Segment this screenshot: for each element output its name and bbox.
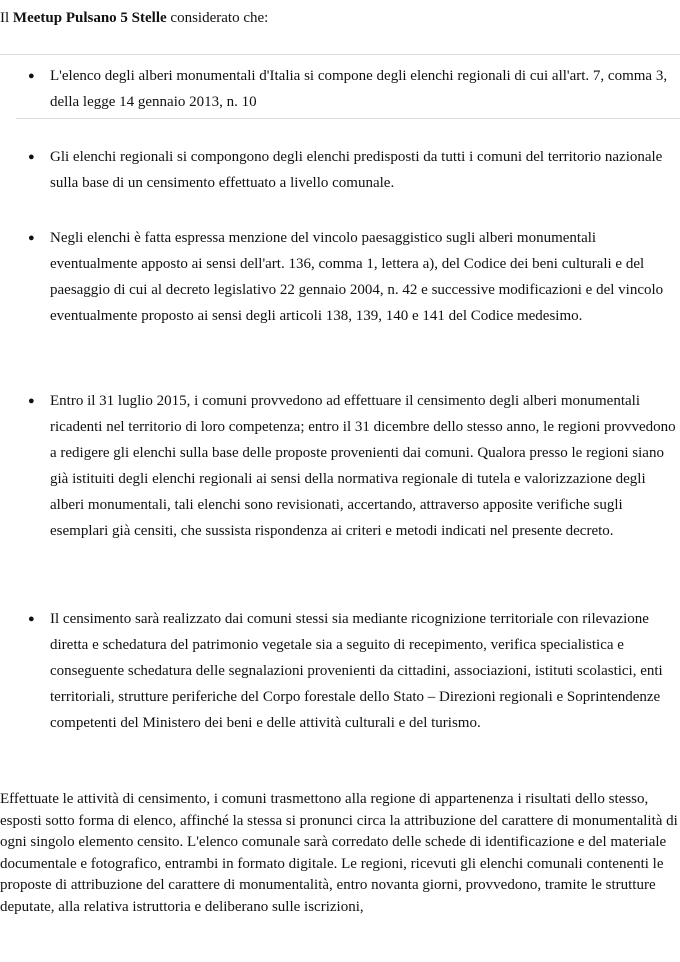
bullet-icon: ● — [28, 70, 35, 82]
list-item-text: Entro il 31 luglio 2015, i comuni provvedono ad effettuare il censimento degli alberi monumentali ricadenti nel territorio di loro competenza; entro il 31 dicembre dello stesso anno, le regioni provvedono a redigere gli elenchi sulla base delle proposte provenienti dai comuni. Qualora presso le regioni siano già istituiti degli elenchi regionali ai sensi della normativa regionale di tutela e valorizzazione degli alberi monumentali, tali elenchi sono revisionati, accertando, attraverso apposite verifiche sugli esemplari già censiti, che sussista rispondenza ai criteri e metodi indicati nel presente decreto. — [50, 393, 676, 539]
closing-paragraph: Effettuate le attività di censimento, i comuni trasmettono alla regione di appartenenza i risultati dello stesso, esposti sotto forma di elenco, affinché la stessa si pronunci circa la attribuzione del carattere di monumentalità di ogni singolo elemento censito. L'elenco comunale sarà corredato delle schede di identificazione e del materiale documentale e fotografico, entrambi in formato digitale. Le regioni, ricevuti gli elenchi comunali contenenti le proposte di attribuzione del carattere di monumentalità, entro novanta giorni, provvedono, tramite le strutture deputate, alla relativa istruttoria e deliberano sulle iscrizioni, — [0, 791, 678, 915]
divider-top — [0, 54, 680, 55]
intro-suffix: considerato che: — [166, 10, 269, 26]
list-item-text: Negli elenchi è fatta espressa menzione del vincolo paesaggistico sugli alberi monumentali eventualmente apposto ai sensi dell'art. 136, comma 1, lettera a), del Codice dei beni culturali e del paesaggio di cui al decreto legislativo 22 gennaio 2004, n. 42 e successive modificazioni e del vincolo eventualmente proposto ai sensi degli articoli 138, 139, 140 e 141 del Codice medesimo. — [50, 230, 664, 324]
bullet-icon: ● — [28, 395, 35, 407]
list-item-text: L'elenco degli alberi monumentali d'Italia si compone degli elenchi regionali di cui all'art. 7, comma 3, della legge 14 gennaio 2013, n. 10 — [50, 68, 668, 110]
list-item-text: Il censimento sarà realizzato dai comuni stessi sia mediante ricognizione territoriale con rilevazione diretta e schedatura del patrimonio vegetale sia a seguito di recepimento, verifica specialistica e conseguente schedatura delle segnalazioni provenienti da cittadini, associazioni, istituti scolastici, enti territoriali, strutture periferiche del Corpo forestale dello Stato – Direzioni regionali e Soprintendenze competenti del Ministero dei beni e delle attività culturali e del turismo. — [50, 611, 663, 731]
bullet-icon: ● — [28, 232, 35, 244]
divider-item — [16, 118, 680, 119]
meetup-name: Meetup Pulsano 5 Stelle — [12, 10, 167, 26]
bullet-icon: ● — [28, 151, 35, 163]
bullet-icon: ● — [28, 613, 35, 625]
list-item — [28, 606, 680, 736]
list-item — [28, 144, 680, 196]
intro-prefix: Il — [0, 10, 13, 26]
list-item — [28, 63, 680, 115]
list-item — [28, 225, 680, 329]
intro-line — [0, 8, 268, 28]
list-item-text: Gli elenchi regionali si compongono degli elenchi predisposti da tutti i comuni del territorio nazionale sulla base di un censimento effettuato a livello comunale. — [50, 149, 663, 191]
list-item — [28, 388, 680, 544]
